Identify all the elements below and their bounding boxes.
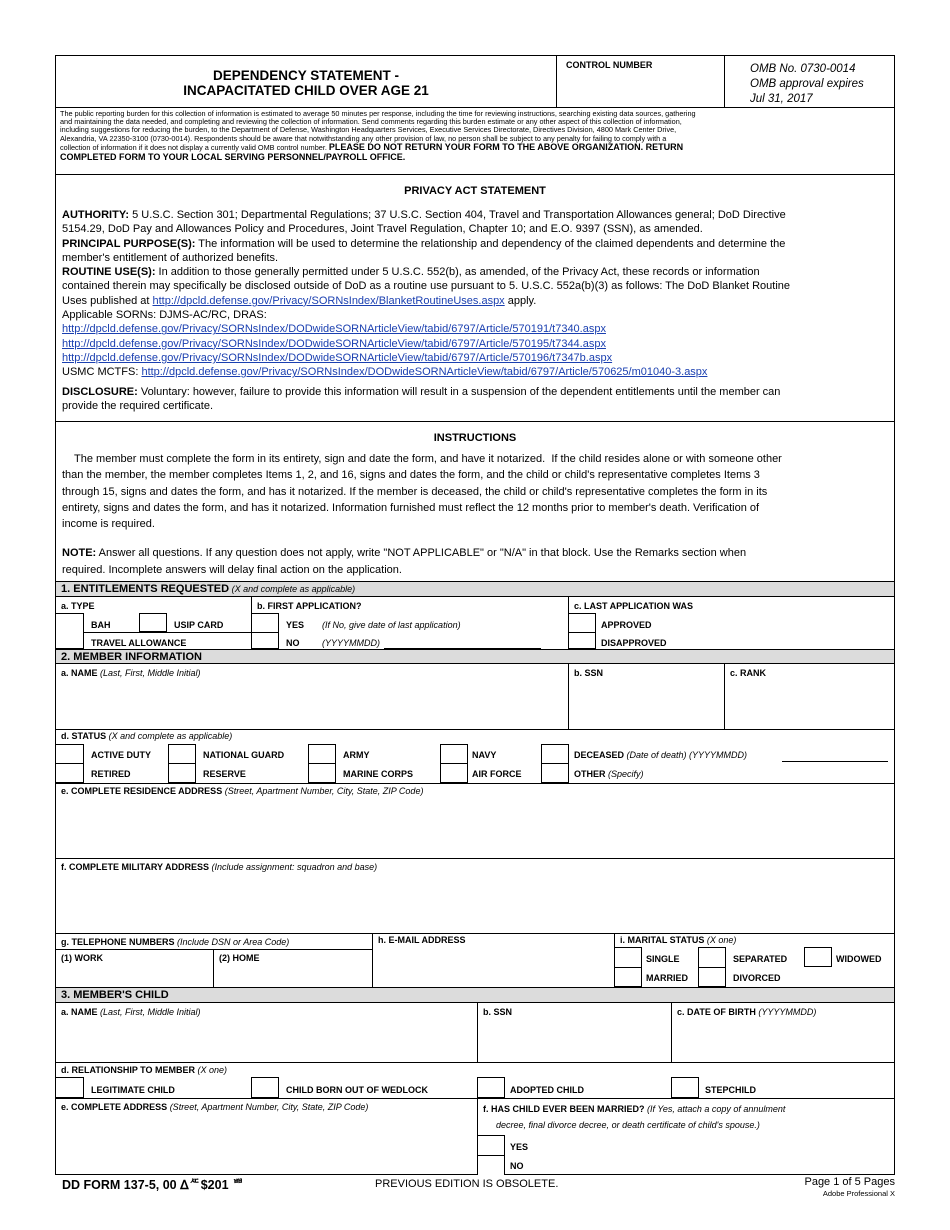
residence-address-label: e. COMPLETE RESIDENCE ADDRESS (Street, Apartment Number, City, State, ZIP Code): [61, 786, 424, 796]
navy-label: NAVY: [472, 750, 497, 760]
member-name-label: a. NAME (Last, First, Middle Initial): [61, 668, 201, 678]
adopted-child-checkbox[interactable]: [477, 1077, 505, 1098]
married-label: MARRIED: [646, 973, 688, 983]
privacy-heading: PRIVACY ACT STATEMENT: [404, 185, 546, 197]
child-name-field[interactable]: [56, 1019, 477, 1061]
omb-expiry-label: OMB approval expires: [750, 78, 864, 90]
control-number-label: CONTROL NUMBER: [566, 60, 653, 70]
retired-label: RETIRED: [91, 769, 131, 779]
separated-label: SEPARATED: [733, 954, 788, 964]
usip-card-checkbox[interactable]: [139, 613, 167, 632]
blanket-routine-uses-link[interactable]: http://dpcld.defense.gov/Privacy/SORNsIndex/BlanketRoutineUses.aspx: [152, 294, 505, 307]
child-married-no-label: NO: [510, 1161, 524, 1171]
previous-edition-note: PREVIOUS EDITION IS OBSOLETE.: [375, 1178, 559, 1190]
sorn-link-1[interactable]: http://dpcld.defense.gov/Privacy/SORNsIndex/DODwideSORNArticleView/tabid/6797/Article/570191/t7340.aspx: [62, 323, 606, 336]
disapproved-label: DISAPPROVED: [601, 638, 667, 648]
child-name-label: a. NAME (Last, First, Middle Initial): [61, 1007, 201, 1017]
usmc-link[interactable]: http://dpcld.defense.gov/Privacy/SORNsIndex/DODwideSORNArticleView/tabid/6797/Article/570625/m01040-3.aspx: [141, 366, 708, 379]
bah-label: BAH: [91, 620, 111, 630]
member-name-field[interactable]: [56, 680, 568, 720]
software-note: Adobe Professional X: [822, 1189, 895, 1198]
s1-first-app-label: b. FIRST APPLICATION?: [257, 601, 362, 611]
approved-checkbox[interactable]: [568, 613, 596, 649]
military-address-label: f. COMPLETE MILITARY ADDRESS (Include assignment: squadron and base): [61, 862, 378, 872]
telephone-numbers-label: g. TELEPHONE NUMBERS (Include DSN or Area Code): [61, 937, 290, 947]
page-count: Page 1 of 5 Pages: [804, 1176, 895, 1188]
out-of-wedlock-label: CHILD BORN OUT OF WEDLOCK: [286, 1085, 428, 1095]
work-phone-field[interactable]: [56, 965, 213, 987]
widowed-checkbox[interactable]: [804, 947, 832, 967]
air-force-label: AIR FORCE: [472, 769, 522, 779]
member-ssn-field[interactable]: [569, 680, 724, 728]
home-phone-field[interactable]: [214, 965, 372, 987]
active-duty-label: ACTIVE DUTY: [91, 750, 152, 760]
divorced-label: DIVORCED: [733, 973, 781, 983]
child-dob-label: c. DATE OF BIRTH (YYYYMMDD): [677, 1007, 817, 1017]
deceased-label: DECEASED (Date of death) (YYYYMMDD): [574, 750, 748, 760]
first-app-no-note: (YYYYMMDD): [322, 638, 380, 648]
marital-status-label: i. MARITAL STATUS (X one): [620, 935, 737, 945]
marine-corps-label: MARINE CORPS: [343, 769, 414, 779]
dependency-form: [55, 55, 895, 1175]
military-address-field[interactable]: [56, 874, 894, 932]
omb-expiry-date: Jul 31, 2017: [750, 93, 813, 105]
stepchild-label: STEPCHILD: [705, 1085, 757, 1095]
child-dob-field[interactable]: [672, 1019, 894, 1061]
form-title: DEPENDENCY STATEMENT -: [212, 68, 399, 83]
out-of-wedlock-checkbox[interactable]: [251, 1077, 279, 1098]
first-app-no-label: NO: [286, 638, 300, 648]
child-ssn-label: b. SSN: [483, 1007, 513, 1017]
member-ssn-label: b. SSN: [574, 668, 604, 678]
member-rank-field[interactable]: [725, 680, 895, 728]
last-application-date-field[interactable]: [384, 636, 541, 649]
child-married-note: decree, final divorce decree, or death certificate of child's spouse.): [496, 1120, 760, 1130]
army-label: ARMY: [343, 750, 370, 760]
approved-label: APPROVED: [601, 620, 652, 630]
national-guard-label: NATIONAL GUARD: [203, 750, 285, 760]
reserve-label: RESERVE: [203, 769, 246, 779]
legitimate-child-label: LEGITIMATE CHILD: [91, 1085, 175, 1095]
adopted-child-label: ADOPTED CHILD: [510, 1085, 584, 1095]
child-married-yes-label: YES: [510, 1142, 529, 1152]
control-number-field[interactable]: [557, 72, 724, 106]
residence-address-field[interactable]: [56, 798, 894, 857]
section-1-title: 1. ENTITLEMENTS REQUESTED (X and complete as applicable): [61, 583, 356, 595]
child-ssn-field[interactable]: [478, 1019, 671, 1061]
work-phone-label: (1) WORK: [61, 953, 103, 963]
instructions-heading: INSTRUCTIONS: [433, 432, 517, 444]
single-label: SINGLE: [646, 954, 680, 964]
child-address-field[interactable]: [56, 1114, 477, 1174]
s1-type-label: a. TYPE: [61, 601, 95, 611]
date-of-death-field[interactable]: [782, 749, 888, 762]
email-address-label: h. E-MAIL ADDRESS: [378, 935, 466, 945]
legitimate-child-checkbox[interactable]: [56, 1077, 84, 1098]
email-address-field[interactable]: [373, 947, 614, 987]
privacy-statement: AUTHORITY: 5 U.S.C. Section 301; Departmental Regulations; 37 U.S.C. Section 404, Travel and Transportation Allowances general; DoD Directive 5154.29, DoD Pay and Allowances Policy and Procedures, Joint Travel Regulation, Chapter 10; and E.O. 9397 (SSN), as amended. PRINCIPAL PURPOSE(S): The information will be used to determine the relationship and dependency of the claimed dependents and determine the member's entitlement of authorized benefits. ROUTINE USE(S): In addition to those generally permitted under 5 U.S.C. 552(b), as amended, of the Privacy Act, these records or information contained therein may specifically be disclosed outside of DoD as a routine use pursuant to 5. U.S.C. 552a(b)(3) as follows: The DoD Blanket Routine Uses published at http://dpcld.defense.gov/Privacy/SORNsIndex/BlanketRoutineUses.aspx apply. Applicable SORNs: DJMS-AC/RC, DRAS: http://dpcld.defense.gov/Privacy/SORNsIndex/DODwideSORNArticleView/tabid/6797/Article/570191/t7340.aspx http://dpcld.defense.gov/Privacy/SORNsIndex/DODwideSORNArticleView/tabid/6797/Article/570195/t7344.aspx http://dpcld.defense.gov/Privacy/SORNsIndex/DODwideSORNArticleView/tabid/6797/Article/570196/t7347b.aspx USMC MCTFS: http://dpcld.defense.gov/Privacy/SORNsIndex/DODwideSORNArticleView/tabid/6797/Article/570625/m01040-3.aspx DISCLOSURE: Voluntary: however, failure to provide this information will result in a suspension of the dependent entitlements until the member can provide the required certificate.: [62, 208, 892, 413]
child-married-question: f. HAS CHILD EVER BEEN MARRIED? (If Yes, attach a copy of annulment: [483, 1104, 786, 1114]
stepchild-checkbox[interactable]: [671, 1077, 699, 1098]
instructions-text: The member must complete the form in its entirety, sign and date the form, and have it notarized. If the child resides alone or with someone other than the member, the member completes Items 1, 2, and 16, signs and dates the form, and the child or child's representative completes Items 3 through 15, signs and dates the form, and has it notarized. If the member is deceased, the child or child's representative completes the form in its entirety, signs and dates the form, and has it notarized. Information furnished must reflect the 12 months prior to member's death. Verification of income is required. NOTE: Answer all questions. If any question does not apply, write "NOT APPLICABLE" or "N/A" in that block. Use the Remarks section when required. Incomplete answers will delay final action on the application.: [62, 453, 782, 576]
burden-statement: The public reporting burden for this collection of information is estimated to average 50 minutes per response, including the time for reviewing instructions, searching existing data sources, gathering and maintaining the data needed, and completing and reviewing the collection of information. Send comments regarding this burden estimate or any other aspect of this collection of information, including suggestions for reducing the burden, to the Department of Defense, Washington Headquarters Services, Executive Services Directorate, Directives Division, 4800 Mark Center Drive, Alexandria, VA 22350-3100 (0730-0014). Respondents should be aware that notwithstanding any other provision of law, no person shall be subject to any penalty for failing to comply with a collection of information if it does not display a currently valid OMB control number. PLEASE DO NOT RETURN YOUR FORM TO THE ABOVE ORGANIZATION. RETURN COMPLETED FORM TO YOUR LOCAL SERVING PERSONNEL/PAYROLL OFFICE.: [60, 109, 696, 163]
other-label: OTHER (Specify): [574, 769, 644, 779]
sorn-link-2[interactable]: http://dpcld.defense.gov/Privacy/SORNsIndex/DODwideSORNArticleView/tabid/6797/Article/570195/t7344.aspx: [62, 337, 606, 350]
bah-checkbox[interactable]: [56, 613, 84, 649]
first-app-yes-note: (If No, give date of last application): [322, 620, 461, 630]
section-2-title: 2. MEMBER INFORMATION: [61, 651, 202, 663]
usip-card-label: USIP CARD: [174, 620, 224, 630]
home-phone-label: (2) HOME: [219, 953, 260, 963]
first-app-yes-label: YES: [286, 620, 305, 630]
form-id: DD FORM 137-5, 00 ᐃᄯ$201 ᄈ: [62, 1178, 245, 1192]
travel-allowance-label: TRAVEL ALLOWANCE: [91, 638, 187, 648]
section-3-title: 3. MEMBER'S CHILD: [61, 989, 169, 1001]
relationship-label: d. RELATIONSHIP TO MEMBER (X one): [61, 1065, 228, 1075]
child-address-label: e. COMPLETE ADDRESS (Street, Apartment Number, City, State, ZIP Code): [61, 1102, 369, 1112]
widowed-label: WIDOWED: [836, 954, 882, 964]
member-rank-label: c. RANK: [730, 668, 767, 678]
first-app-yes-checkbox[interactable]: [251, 613, 279, 649]
omb-number: OMB No. 0730-0014: [750, 63, 856, 75]
member-status-label: d. STATUS (X and complete as applicable): [61, 731, 233, 741]
sorn-link-3[interactable]: http://dpcld.defense.gov/Privacy/SORNsIndex/DODwideSORNArticleView/tabid/6797/Article/570196/t7347b.aspx: [62, 351, 613, 364]
s1-last-app-label: c. LAST APPLICATION WAS: [574, 601, 694, 611]
form-subtitle: INCAPACITATED CHILD OVER AGE 21: [183, 83, 429, 98]
